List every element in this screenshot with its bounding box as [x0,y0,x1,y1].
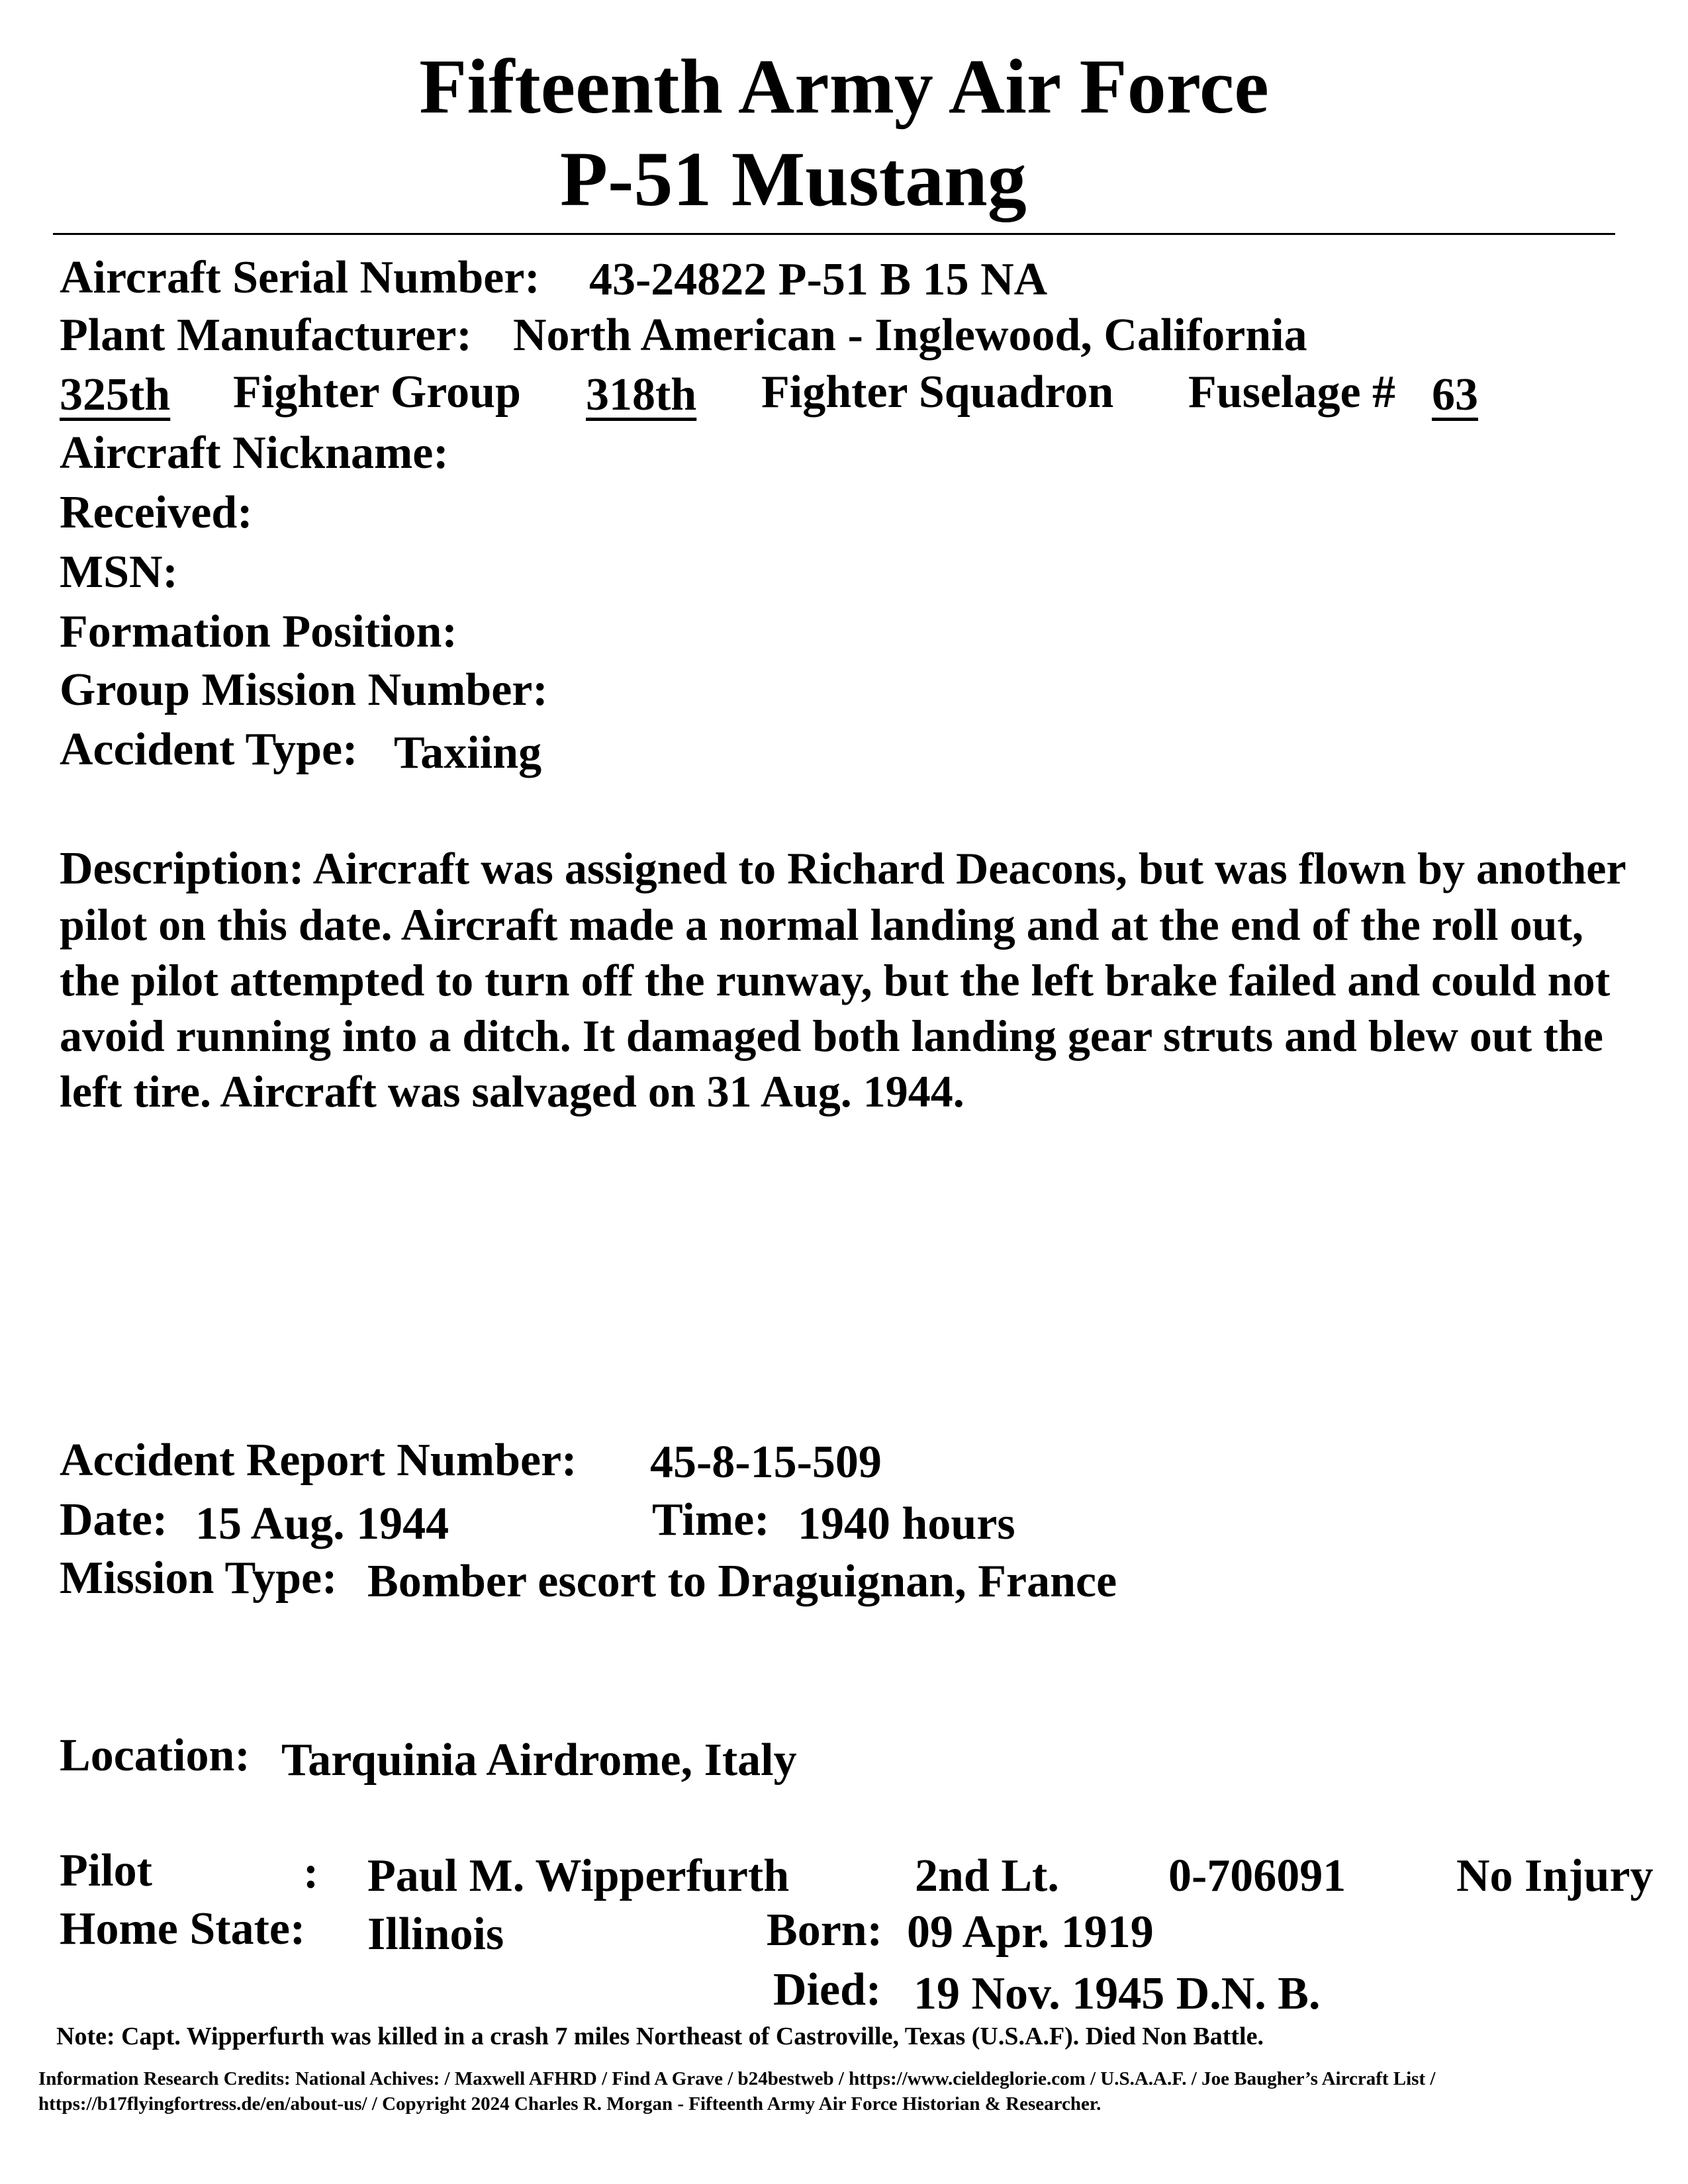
manufacturer-value: North American - Inglewood, California [513,310,1307,361]
pilot-name: Paul M. Wipperfurth [367,1850,790,1901]
description-text: Aircraft was assigned to Richard Deacons, but was flown by another pilot on this date. Aircraft made a normal landing and at the end of the roll out, the pilot attempted to turn off the runway, but the left brake failed and could not avoid running into a ditch. It damaged both landing gear struts and blew out the left tire. Aircraft was salvaged on 31 Aug. 1944. [60,843,1626,1116]
fighter-squadron-number [586,369,733,420]
fuselage-number-text: 63 [1432,369,1478,420]
page-subtitle: P-51 Mustang [560,136,1027,222]
received-label: Received: [60,487,253,538]
credits-line-2: https://b17flyingfortress.de/en/about-us/ / Copyright 2024 Charles R. Morgan - Fifteenth Army Air Force Historian & Researcher. [38,2093,1102,2115]
fuselage-label: Fuselage # [1188,367,1396,418]
pilot-injury-status: No Injury [1456,1850,1654,1901]
fighter-group-label: Fighter Group [233,367,521,418]
fuselage-number [1420,369,1506,420]
died-label: Died: [773,1964,882,2015]
mission-type-value: Bomber escort to Draguignan, France [367,1556,1117,1607]
report-number-value: 45-8-15-509 [650,1437,882,1488]
manufacturer-label: Plant Manufacturer: [60,310,472,361]
accident-type-label: Accident Type: [60,724,358,775]
time-value: 1940 hours [798,1498,1015,1549]
header-divider [53,233,1615,235]
report-number-label: Accident Report Number: [60,1435,577,1486]
location-label: Location: [60,1730,250,1781]
msn-label: MSN: [60,547,178,598]
serial-number-value: 43-24822 P-51 B 15 NA [589,254,1048,305]
accident-type-value: Taxiing [394,727,542,778]
fighter-group-number [60,369,207,420]
nickname-label: Aircraft Nickname: [60,428,449,478]
mission-type-label: Mission Type: [60,1553,338,1604]
born-value: 09 Apr. 1919 [907,1907,1154,1958]
pilot-rank: 2nd Lt. [915,1850,1059,1901]
home-state-label: Home State: [60,1903,306,1954]
fighter-group-number-text: 325th [60,369,171,420]
serial-number-label: Aircraft Serial Number: [60,252,540,303]
location-value: Tarquinia Airdrome, Italy [281,1735,797,1786]
home-state-value: Illinois [367,1909,504,1960]
group-mission-number-label: Group Mission Number: [60,664,548,715]
time-label: Time: [652,1494,770,1545]
pilot-serial-number: 0-706091 [1168,1850,1346,1901]
formation-position-label: Formation Position: [60,606,457,657]
pilot-label: Pilot [60,1845,152,1896]
fighter-squadron-number-text: 318th [586,369,697,420]
died-value: 19 Nov. 1945 D.N. B. [914,1968,1321,2019]
description-label: Description: [60,843,305,894]
description-block [60,841,1635,1119]
date-value: 15 Aug. 1944 [195,1498,449,1549]
date-label: Date: [60,1494,168,1545]
page-title: Fifteenth Army Air Force [419,43,1269,130]
fighter-squadron-label: Fighter Squadron [761,367,1114,418]
credits-line-1: Information Research Credits: National Achives: / Maxwell AFHRD / Find A Grave / b24bestweb / https://www.cieldeglorie.com / U.S.A.A.F. / Joe Baugher’s Aircraft List / [38,2068,1436,2089]
footnote: Note: Capt. Wipperfurth was killed in a crash 7 miles Northeast of Castroville, Texas (U.S.A.F). Died Non Battle. [56,2023,1264,2050]
born-label: Born: [767,1905,882,1956]
pilot-colon: : [303,1847,319,1898]
